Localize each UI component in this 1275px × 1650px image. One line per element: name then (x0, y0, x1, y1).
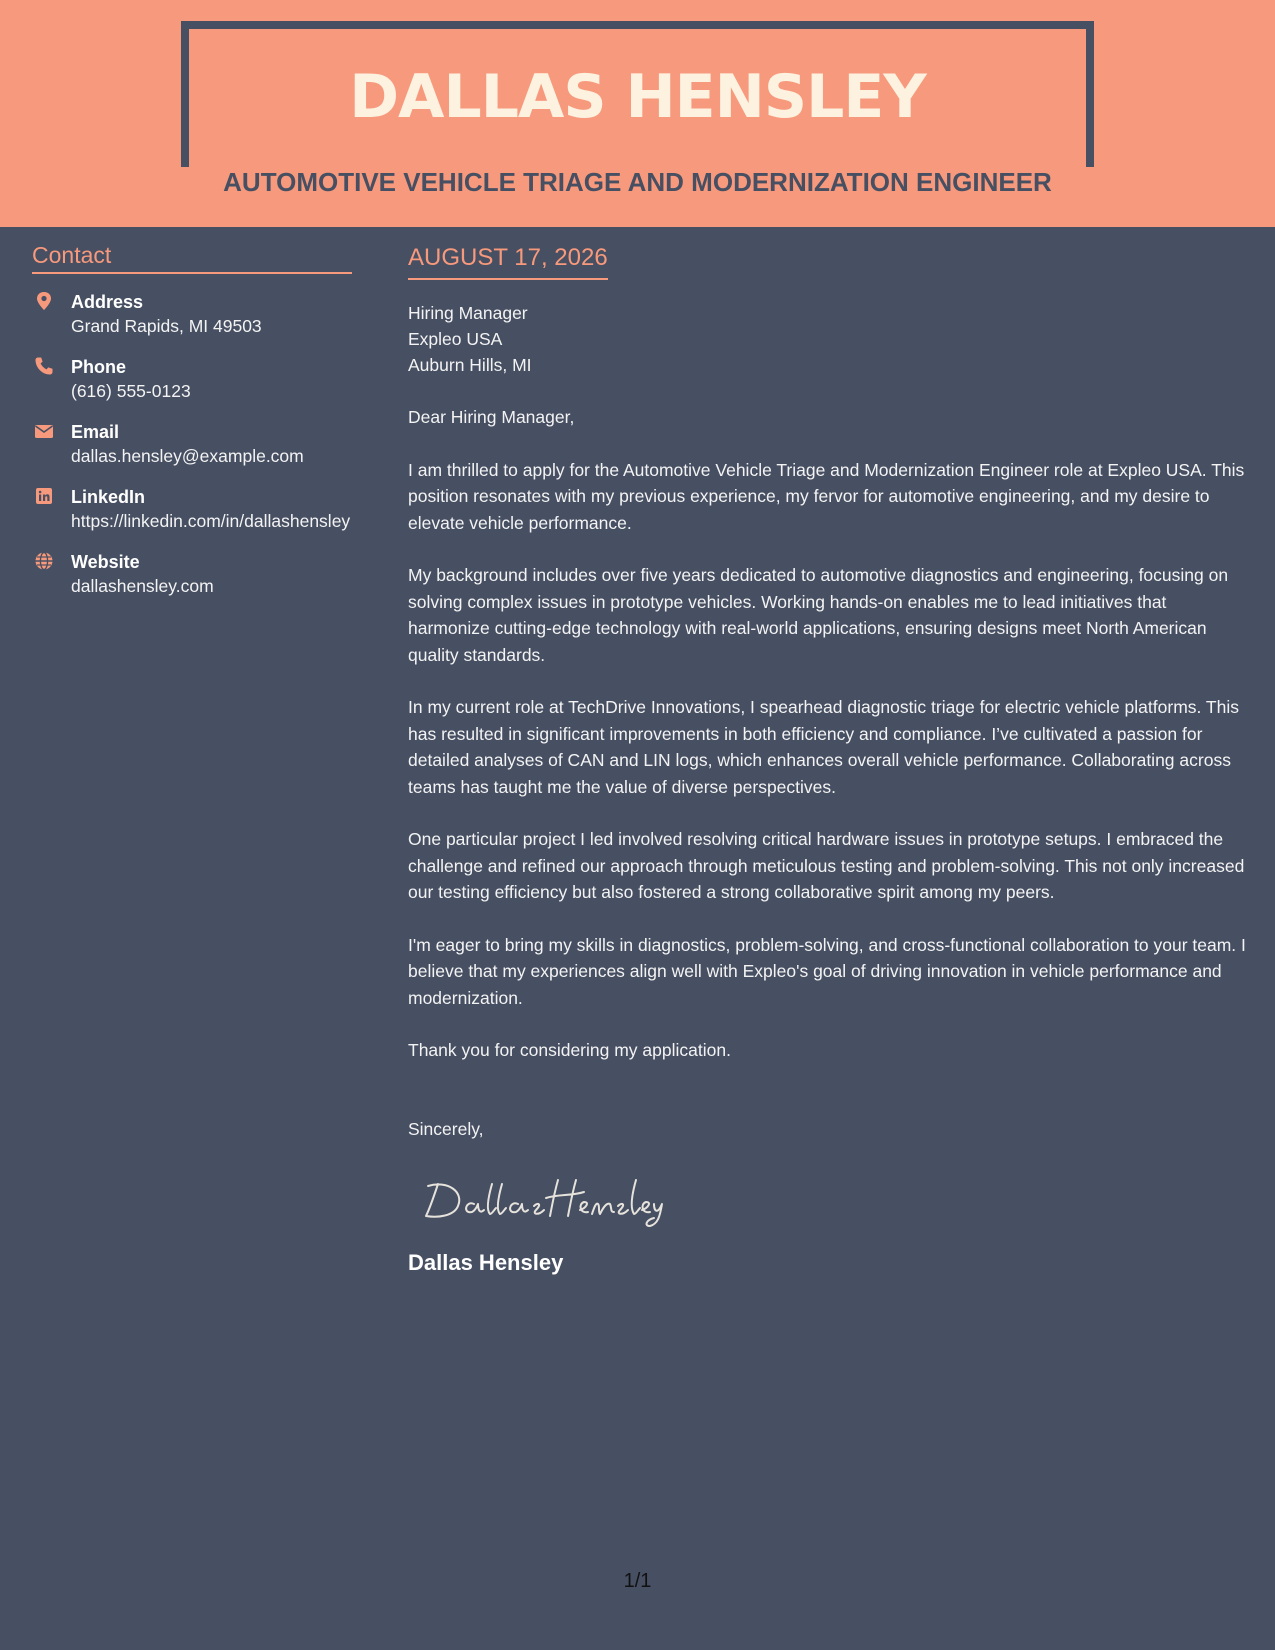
applicant-name: DALLAS HENSLEY (349, 62, 926, 132)
globe-icon (34, 551, 54, 571)
header-banner (0, 0, 1275, 227)
contact-item-address (32, 290, 352, 339)
letter-paragraph: My background includes over five years dedicated to automotive diagnostics and engineering, focusing on solving complex issues in prototype vehicles. Working hands-on enables me to lead initiatives that harmonize cutting-edge technology with real-world applications, ensuring designs meet North American quality standards. (408, 565, 1229, 665)
letter-paragraph: In my current role at TechDrive Innovations, I spearhead diagnostic triage for electric vehicle platforms. This has resulted in significant improvements in both efficiency and compliance. I’ve cultivated a passion for detailed analyses of CAN and LIN logs, which enhances overall vehicle performance. Collaborating across teams has taught me the value of diverse perspectives. (408, 697, 1239, 797)
contact-label: Email (71, 422, 120, 442)
closing: Sincerely, (408, 1118, 484, 1139)
website-value[interactable]: dallashensley.com (71, 576, 214, 596)
contact-label: LinkedIn (71, 487, 146, 507)
contact-item-email (32, 420, 352, 469)
map-pin-icon (34, 291, 54, 311)
phone-value: (616) 555-0123 (71, 381, 191, 401)
recipient-line: Expleo USA (408, 329, 503, 349)
page-number: 1/1 (623, 1570, 652, 1592)
linkedin-icon (34, 486, 54, 506)
linkedin-value[interactable]: https://linkedin.com/in/dallashensley (71, 511, 351, 531)
letter-paragraph: I'm eager to bring my skills in diagnostics, problem-solving, and cross-functional collaboration to your team. I believe that my experiences align well with Expleo's goal of driving innovation in vehicle performance and modernization. (408, 934, 1246, 1008)
recipient-line: Hiring Manager (408, 303, 528, 323)
envelope-icon (34, 421, 54, 441)
job-title: AUTOMOTIVE VEHICLE TRIAGE AND MODERNIZATION ENGINEER (223, 167, 1052, 197)
handwritten-signature (418, 1170, 1250, 1230)
contact-item-phone (32, 355, 352, 404)
email-value[interactable]: dallas.hensley@example.com (71, 446, 304, 466)
letter-date: AUGUST 17, 2026 (408, 244, 608, 280)
contact-label: Phone (71, 357, 127, 377)
letter-paragraph: I am thrilled to apply for the Automotive Vehicle Triage and Modernization Engineer role at Expleo USA. This position resonates with my previous experience, my fervor for automotive engineering, and my desire to elevate vehicle performance. (408, 459, 1245, 533)
contact-heading: Contact (32, 242, 352, 274)
signer-name: Dallas Hensley (408, 1249, 564, 1275)
address-value: Grand Rapids, MI 49503 (71, 316, 262, 336)
contact-label: Website (71, 552, 140, 572)
contact-label: Address (71, 292, 144, 312)
recipient-block (408, 300, 1250, 378)
recipient-line: Auburn Hills, MI (408, 355, 532, 375)
salutation: Dear Hiring Manager, (408, 407, 575, 427)
contact-item-linkedin (32, 485, 352, 534)
letter-paragraph: Thank you for considering my application. (408, 1040, 731, 1060)
phone-icon (34, 356, 54, 376)
letter-body (408, 244, 1250, 1276)
contact-sidebar (32, 242, 352, 615)
letter-paragraph: One particular project I led involved resolving critical hardware issues in prototype setups. I embraced the challenge and refined our approach through meticulous testing and problem-solving. This not only increased our testing efficiency but also fostered a strong collaborative spirit among my peers. (408, 829, 1245, 902)
contact-item-website (32, 550, 352, 599)
